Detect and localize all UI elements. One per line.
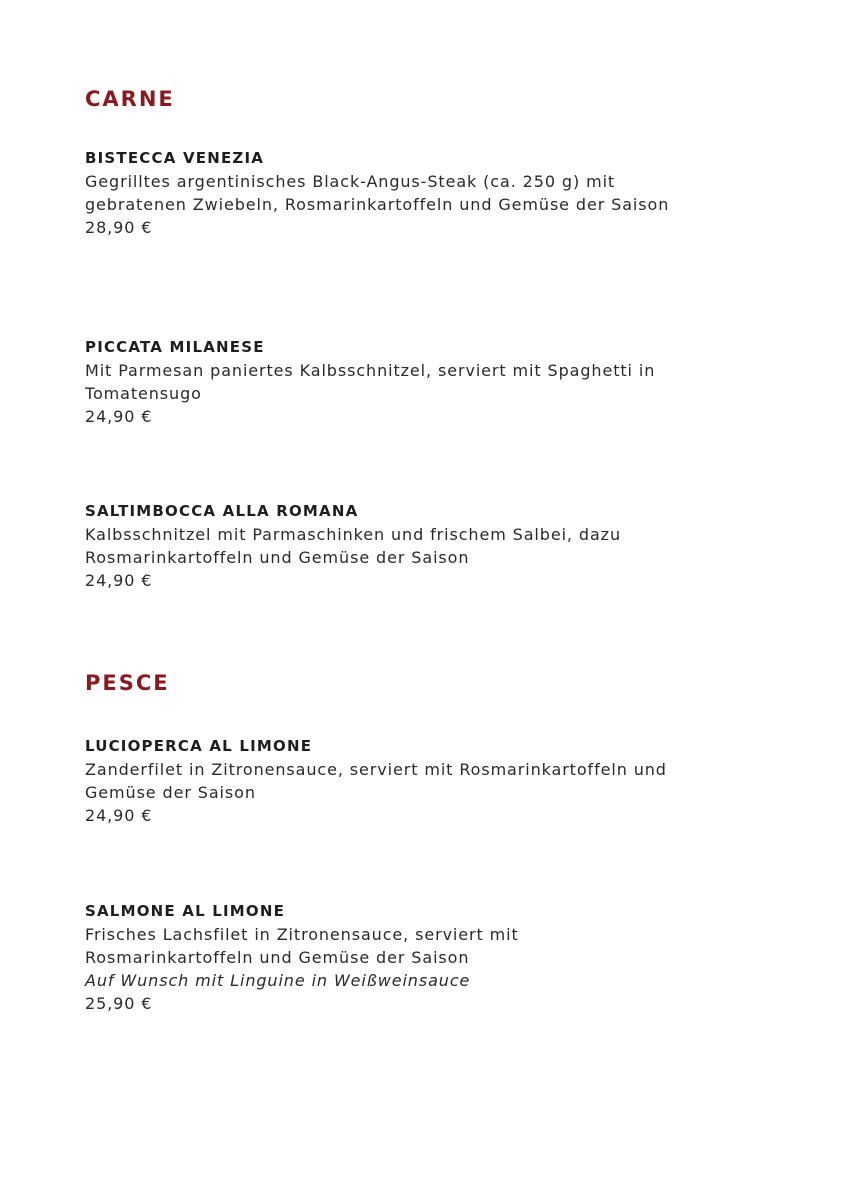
- dish-description: Gegrilltes argentinisches Black-Angus-Steak (ca. 250 g) mit gebratenen Zwiebeln, Rosmarinkartoffeln und Gemüse der Saison: [85, 172, 670, 214]
- dish-description: Mit Parmesan paniertes Kalbsschnitzel, serviert mit Spaghetti in Tomatensugo: [85, 361, 656, 403]
- menu-item-piccata-milanese: [85, 336, 705, 428]
- menu-item-salmone-al-limone: [85, 900, 705, 1015]
- dish-price: 24,90 €: [85, 571, 153, 590]
- dish-name: BISTECCA VENEZIA: [85, 149, 265, 167]
- menu-item-bistecca-venezia: [85, 147, 705, 239]
- dish-name: SALTIMBOCCA ALLA ROMANA: [85, 502, 359, 520]
- dish-price: 25,90 €: [85, 994, 153, 1013]
- section-title-carne: CARNE: [85, 87, 175, 111]
- dish-description: Kalbsschnitzel mit Parmaschinken und frischem Salbei, dazu Rosmarinkartoffeln und Gemüse der Saison: [85, 525, 621, 567]
- dish-price: 24,90 €: [85, 806, 153, 825]
- menu-item-saltimbocca-alla-romana: [85, 500, 705, 592]
- dish-note: Auf Wunsch mit Linguine in Weißweinsauce: [85, 971, 471, 990]
- dish-name: PICCATA MILANESE: [85, 338, 265, 356]
- section-title-pesce: PESCE: [85, 671, 170, 695]
- dish-description: Frisches Lachsfilet in Zitronensauce, serviert mit Rosmarinkartoffeln und Gemüse der Saison: [85, 925, 519, 967]
- dish-price: 28,90 €: [85, 218, 153, 237]
- dish-name: LUCIOPERCA AL LIMONE: [85, 737, 313, 755]
- dish-name: SALMONE AL LIMONE: [85, 902, 286, 920]
- dish-description: Zanderfilet in Zitronensauce, serviert mit Rosmarinkartoffeln und Gemüse der Saison: [85, 760, 667, 802]
- menu-item-lucioperca-al-limone: [85, 735, 705, 827]
- dish-price: 24,90 €: [85, 407, 153, 426]
